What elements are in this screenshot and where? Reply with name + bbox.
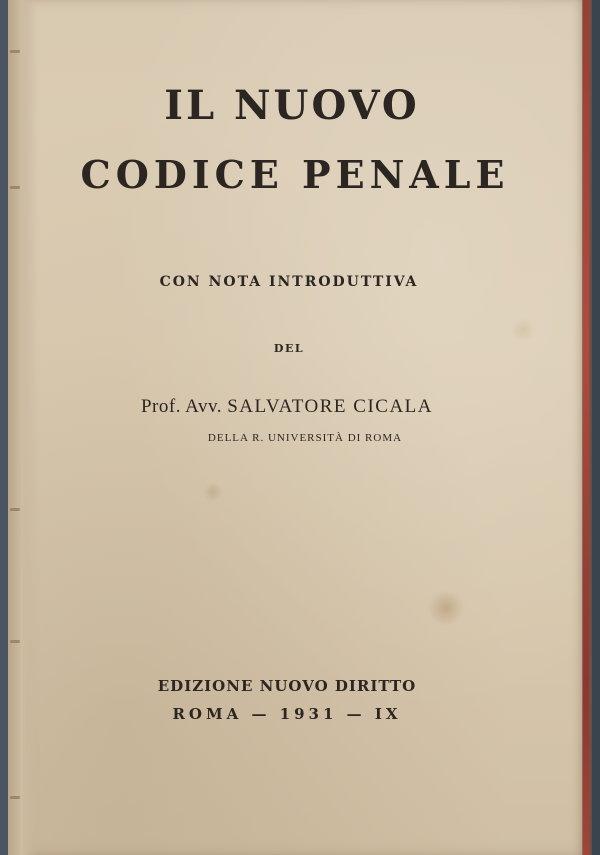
title-page — [8, 0, 582, 855]
red-cover-edge — [583, 0, 589, 855]
connector-del: DEL — [273, 342, 305, 355]
spine-wear-mark — [10, 50, 20, 53]
title-line-1: IL NUOVO — [164, 82, 420, 129]
title-line-2: CODICE PENALE — [80, 152, 510, 197]
spine-wear-mark — [10, 796, 20, 799]
author-line — [0, 396, 574, 418]
author-name: SALVATORE CICALA — [227, 396, 434, 417]
subtitle: CON NOTA INTRODUTTIVA — [159, 274, 419, 290]
publisher: EDIZIONE NUOVO DIRITTO — [157, 677, 417, 695]
spine-wear-mark — [10, 640, 20, 643]
author-prefix: Prof. Avv. — [140, 396, 222, 417]
imprint: ROMA — 1931 — IX — [172, 705, 402, 723]
spine-wear-mark — [10, 508, 20, 511]
author-affiliation: DELLA R. UNIVERSITÀ DI ROMA — [207, 432, 403, 444]
